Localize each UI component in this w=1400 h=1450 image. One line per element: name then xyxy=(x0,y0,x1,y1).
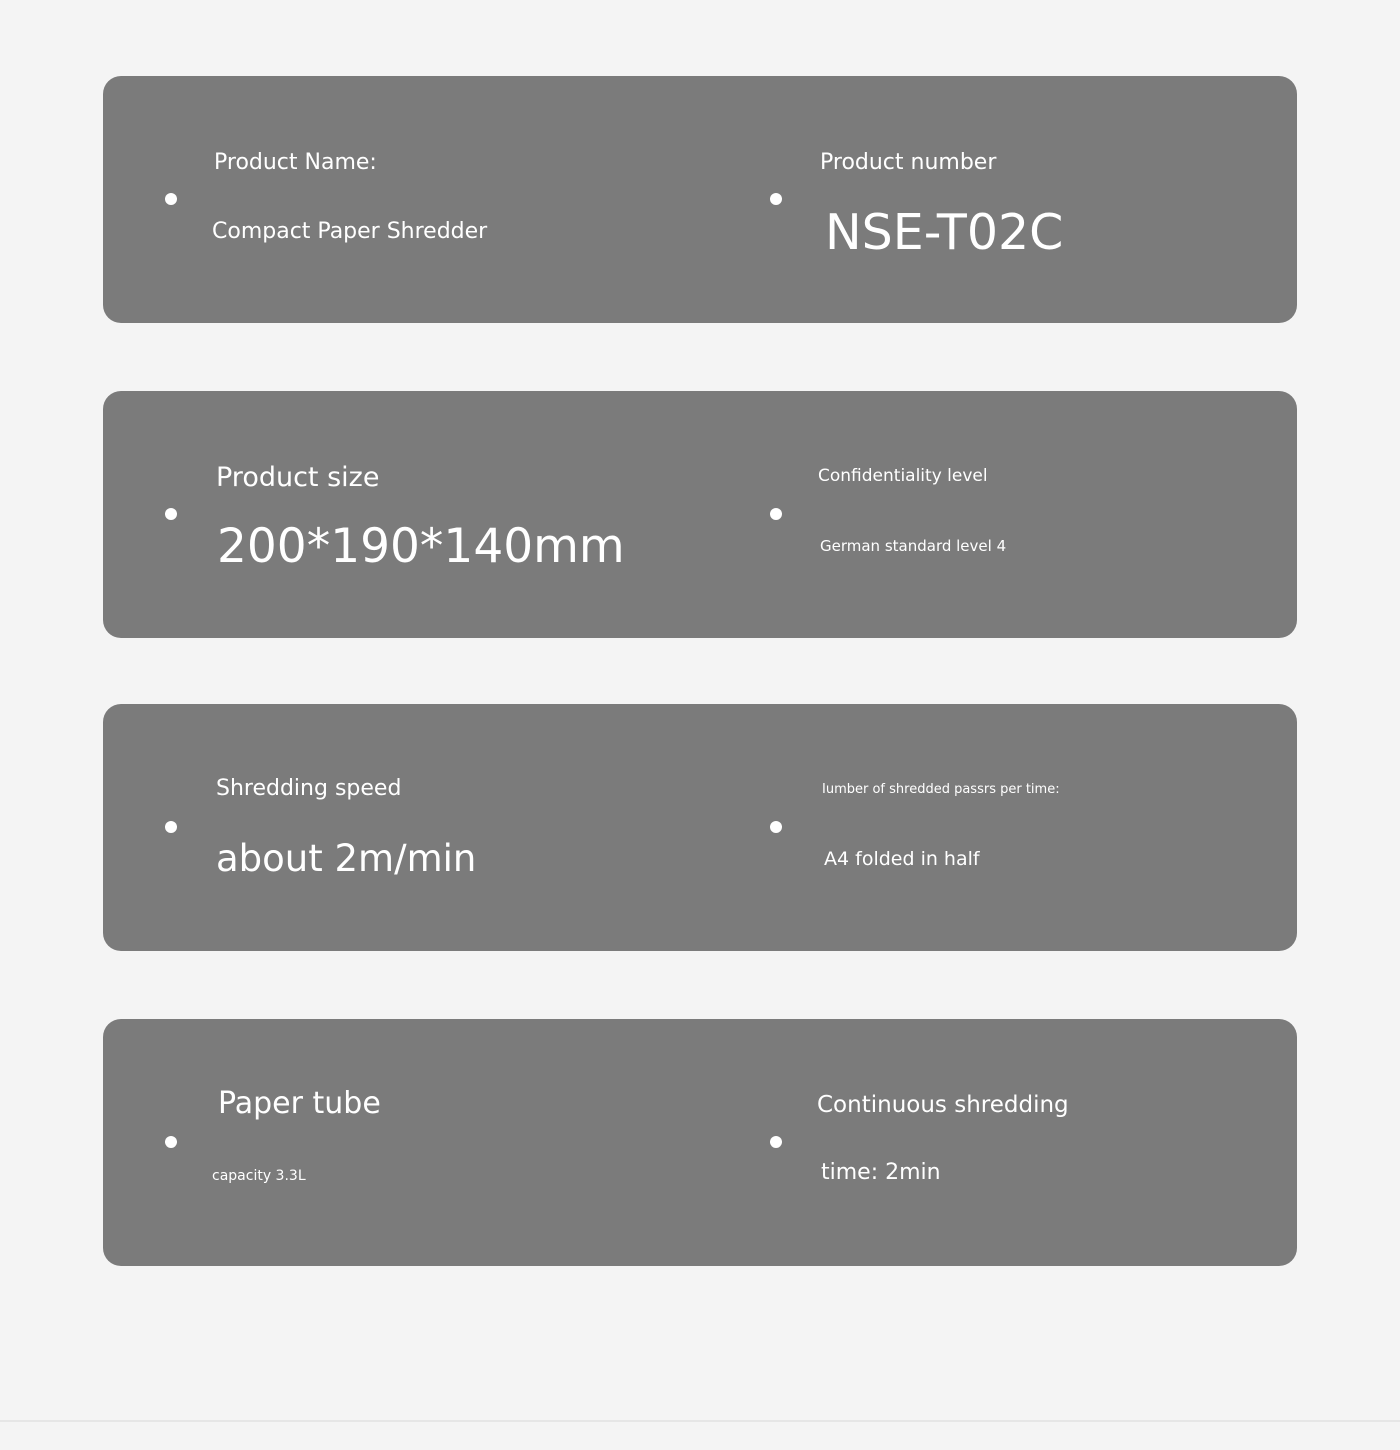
spec-value: Compact Paper Shredder xyxy=(212,219,488,244)
bullet-dot-icon xyxy=(165,193,177,205)
spec-label: Confidentiality level xyxy=(818,466,988,486)
spec-card-shredding-speed xyxy=(103,704,1297,951)
bullet-dot-icon xyxy=(165,821,177,833)
spec-label: Iumber of shredded passrs per time: xyxy=(822,782,1060,797)
spec-label: Continuous shredding xyxy=(817,1092,1069,1118)
bottom-divider xyxy=(0,1420,1400,1422)
spec-value: time: 2min xyxy=(821,1160,941,1185)
bullet-dot-icon xyxy=(770,508,782,520)
spec-value: 200*190*140mm xyxy=(217,519,625,574)
spec-value: capacity 3.3L xyxy=(212,1168,306,1184)
spec-value: German standard level 4 xyxy=(820,537,1007,555)
bullet-dot-icon xyxy=(770,1136,782,1148)
spec-label: Shredding speed xyxy=(216,776,402,801)
spec-card-paper-tube xyxy=(103,1019,1297,1266)
bullet-dot-icon xyxy=(165,508,177,520)
bullet-dot-icon xyxy=(770,193,782,205)
bullet-dot-icon xyxy=(165,1136,177,1148)
spec-value: A4 folded in half xyxy=(824,848,980,870)
spec-card-product-size xyxy=(103,391,1297,638)
bullet-dot-icon xyxy=(770,821,782,833)
spec-label: Product Name: xyxy=(214,150,377,175)
spec-card-product-name xyxy=(103,76,1297,323)
spec-value: NSE-T02C xyxy=(825,204,1064,261)
spec-label: Product number xyxy=(820,150,997,175)
spec-label: Paper tube xyxy=(218,1086,381,1121)
spec-label: Product size xyxy=(216,462,380,493)
spec-value: about 2m/min xyxy=(216,837,477,880)
